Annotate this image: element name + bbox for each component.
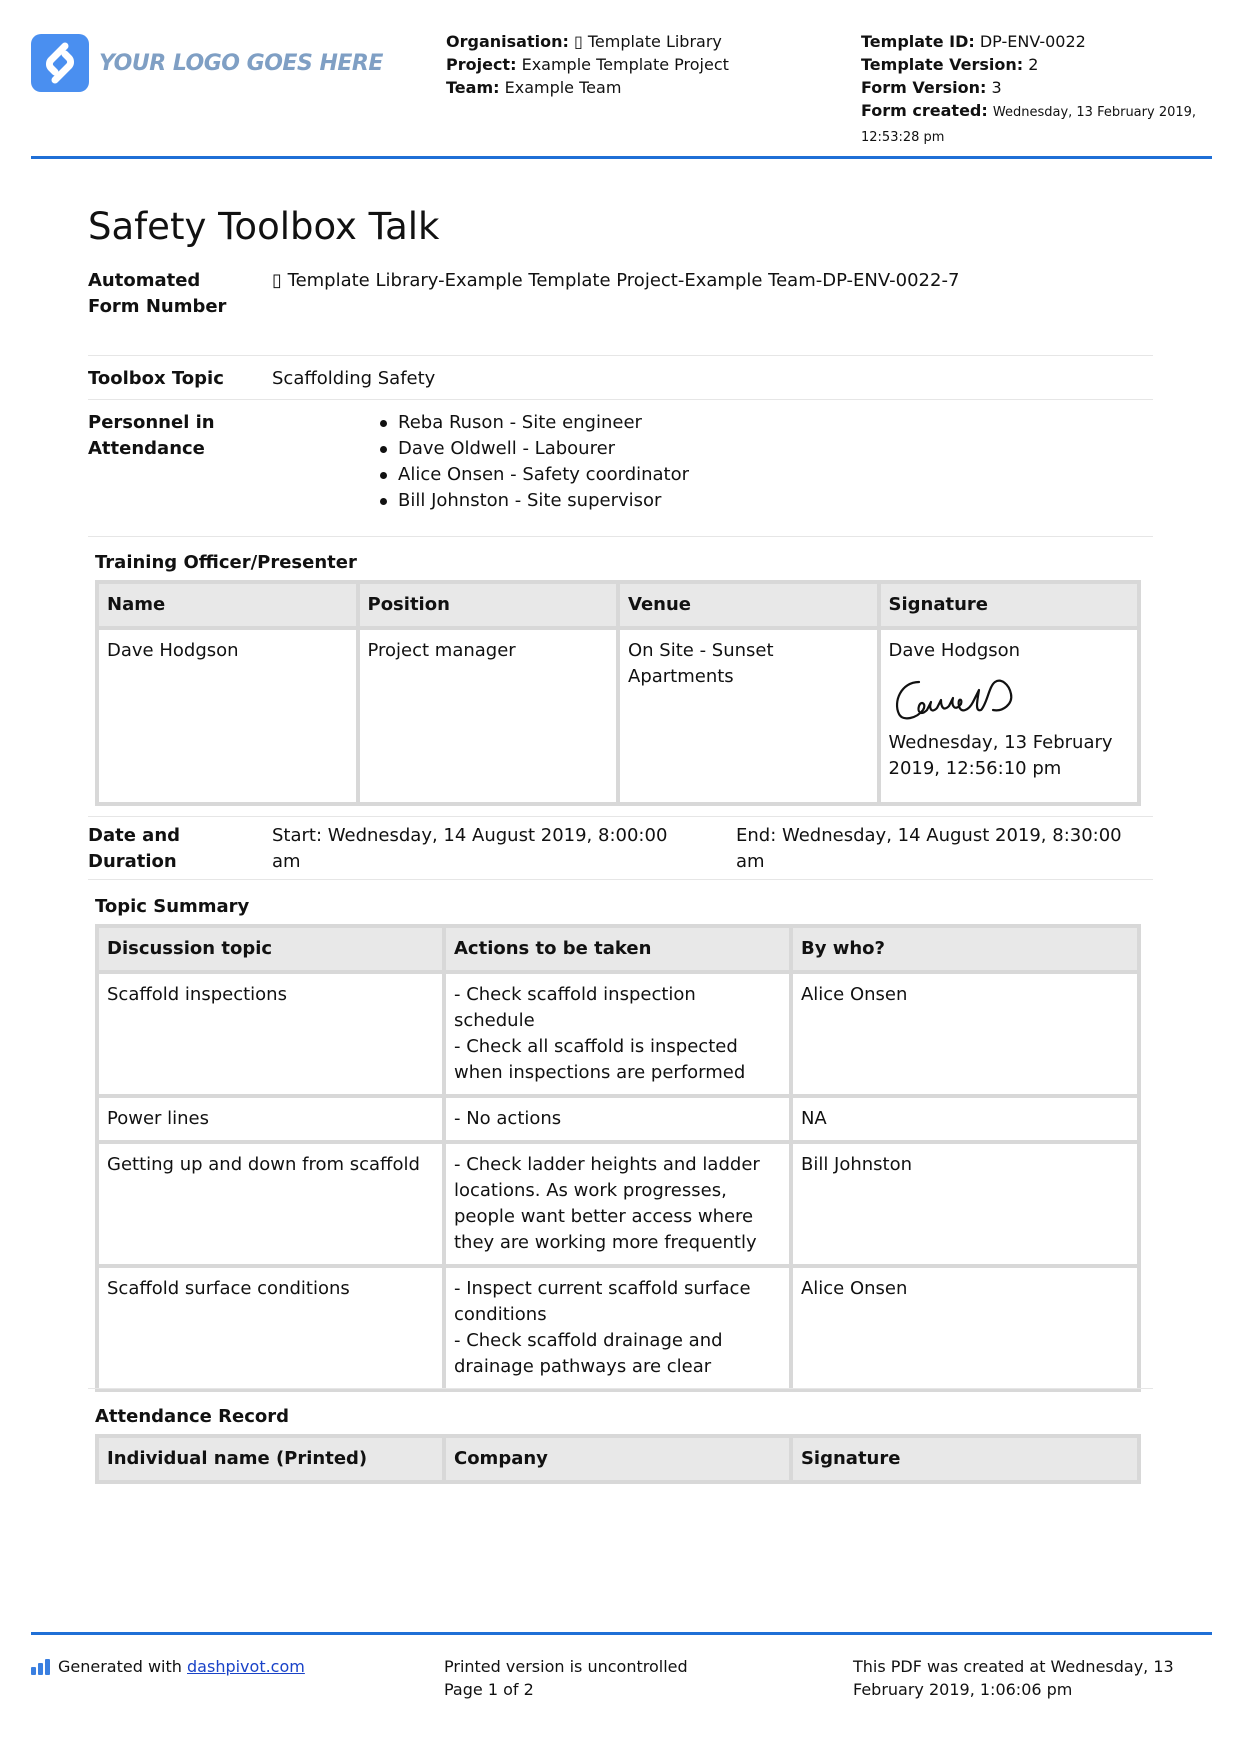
by-who: Bill Johnston	[791, 1142, 1139, 1266]
column-header: Discussion topic	[97, 926, 444, 972]
template-version-value: 2	[1028, 55, 1039, 74]
table-row	[97, 972, 1139, 1096]
date-duration-label: Date and Duration	[88, 825, 181, 872]
date-start: Start: Wednesday, 14 August 2019, 8:00:00 am	[272, 825, 668, 872]
template-id-value: DP-ENV-0022	[979, 32, 1086, 51]
uncontrolled-note: Printed version is uncontrolled	[444, 1657, 688, 1676]
toolbox-topic-value: Scaffolding Safety	[272, 368, 436, 389]
pdf-created-note: This PDF was created at Wednesday, 13 February 2019, 1:06:06 pm	[853, 1657, 1174, 1699]
attendance-record-table	[95, 1434, 1141, 1484]
dashpivot-icon	[31, 1659, 50, 1675]
topic-summary-title: Topic Summary	[95, 896, 250, 917]
form-number-value: ▯ Template Library-Example Template Project-Example Team-DP-ENV-0022-7	[272, 270, 960, 291]
action-item: - Check ladder heights and ladder locations. As work progresses, people want better access where they are working more frequently	[453, 1154, 760, 1253]
signature-date: Wednesday, 13 February 2019, 12:56:10 pm	[888, 732, 1113, 779]
presenter-position: Project manager	[358, 628, 619, 804]
table-row	[97, 1266, 1139, 1390]
footer-generated	[31, 1655, 305, 1678]
action-item: - Check all scaffold is inspected when inspections are performed	[453, 1036, 746, 1083]
table-row	[97, 1096, 1139, 1142]
dashpivot-link[interactable]: dashpivot.com	[187, 1657, 305, 1676]
list-item: Reba Ruson - Site engineer	[338, 410, 689, 436]
actions-cell	[444, 972, 791, 1096]
template-version-label: Template Version:	[861, 55, 1024, 74]
signature-image	[891, 672, 1021, 724]
column-header: Name	[97, 582, 358, 628]
topic-summary-table	[95, 924, 1141, 1392]
team-label: Team:	[446, 78, 500, 97]
column-header: Individual name (Printed)	[97, 1436, 444, 1482]
form-created-value: Wednesday, 13 February 2019, 12:53:28 pm	[861, 105, 1197, 145]
project-label: Project:	[446, 55, 517, 74]
by-who: Alice Onsen	[791, 1266, 1139, 1390]
by-who: NA	[791, 1096, 1139, 1142]
logo-text: YOUR LOGO GOES HERE	[99, 50, 383, 76]
header-meta-template	[861, 30, 1201, 149]
action-item: - Check scaffold inspection schedule	[453, 984, 696, 1031]
organisation-label: Organisation:	[446, 32, 569, 51]
discussion-topic: Getting up and down from scaffold	[97, 1142, 444, 1266]
signature-name: Dave Hodgson	[888, 640, 1021, 661]
template-id-label: Template ID:	[861, 32, 975, 51]
project-value: Example Template Project	[521, 55, 729, 74]
column-header: Venue	[618, 582, 879, 628]
discussion-topic: Scaffold inspections	[97, 972, 444, 1096]
column-header: Signature	[791, 1436, 1139, 1482]
table-header-row	[97, 582, 1139, 628]
discussion-topic: Power lines	[97, 1096, 444, 1142]
list-item: Alice Onsen - Safety coordinator	[338, 462, 689, 488]
form-created-label: Form created:	[861, 101, 988, 120]
presenter-section-title: Training Officer/Presenter	[95, 552, 357, 573]
page-footer	[31, 1632, 1212, 1699]
action-item: - Check scaffold drainage and drainage pathways are clear	[453, 1330, 723, 1377]
presenter-table	[95, 580, 1141, 806]
divider	[88, 1388, 1153, 1389]
date-duration-row	[88, 816, 1153, 880]
actions-cell	[444, 1142, 791, 1266]
form-number-label: Automated Form Number	[88, 270, 227, 317]
column-header: Position	[358, 582, 619, 628]
table-header-row	[97, 1436, 1139, 1482]
presenter-name: Dave Hodgson	[97, 628, 358, 804]
form-version-value: 3	[991, 78, 1002, 97]
form-version-label: Form Version:	[861, 78, 987, 97]
attendance-record-title: Attendance Record	[95, 1406, 290, 1427]
page-header	[31, 0, 1212, 159]
header-meta-org	[446, 30, 846, 99]
date-end: End: Wednesday, 14 August 2019, 8:30:00 am	[736, 825, 1122, 872]
toolbox-topic-row	[88, 366, 1153, 400]
column-header: Company	[444, 1436, 791, 1482]
page-title: Safety Toolbox Talk	[88, 205, 440, 248]
table-row	[97, 1142, 1139, 1266]
column-header: Actions to be taken	[444, 926, 791, 972]
company-logo	[31, 34, 383, 92]
page-number: Page 1 of 2	[444, 1680, 534, 1699]
team-value: Example Team	[504, 78, 622, 97]
list-item: Bill Johnston - Site supervisor	[338, 488, 689, 514]
presenter-signature-cell	[879, 628, 1140, 804]
toolbox-topic-label: Toolbox Topic	[88, 368, 224, 389]
form-number-row	[88, 268, 1153, 356]
logo-icon	[31, 34, 89, 92]
list-item: Dave Oldwell - Labourer	[338, 436, 689, 462]
attendance-label: Personnel in Attendance	[88, 412, 215, 459]
action-item: - No actions	[453, 1108, 562, 1129]
attendance-list	[338, 410, 689, 514]
actions-cell	[444, 1096, 791, 1142]
discussion-topic: Scaffold surface conditions	[97, 1266, 444, 1390]
column-header: By who?	[791, 926, 1139, 972]
actions-cell	[444, 1266, 791, 1390]
organisation-value: ▯ Template Library	[573, 32, 722, 51]
by-who: Alice Onsen	[791, 972, 1139, 1096]
attendance-row	[88, 410, 1153, 537]
action-item: - Inspect current scaffold surface conditions	[453, 1278, 751, 1325]
presenter-venue: On Site - Sunset Apartments	[618, 628, 879, 804]
table-row	[97, 628, 1139, 804]
generated-prefix: Generated with	[58, 1657, 182, 1676]
column-header: Signature	[879, 582, 1140, 628]
footer-middle	[444, 1655, 688, 1701]
table-header-row	[97, 926, 1139, 972]
